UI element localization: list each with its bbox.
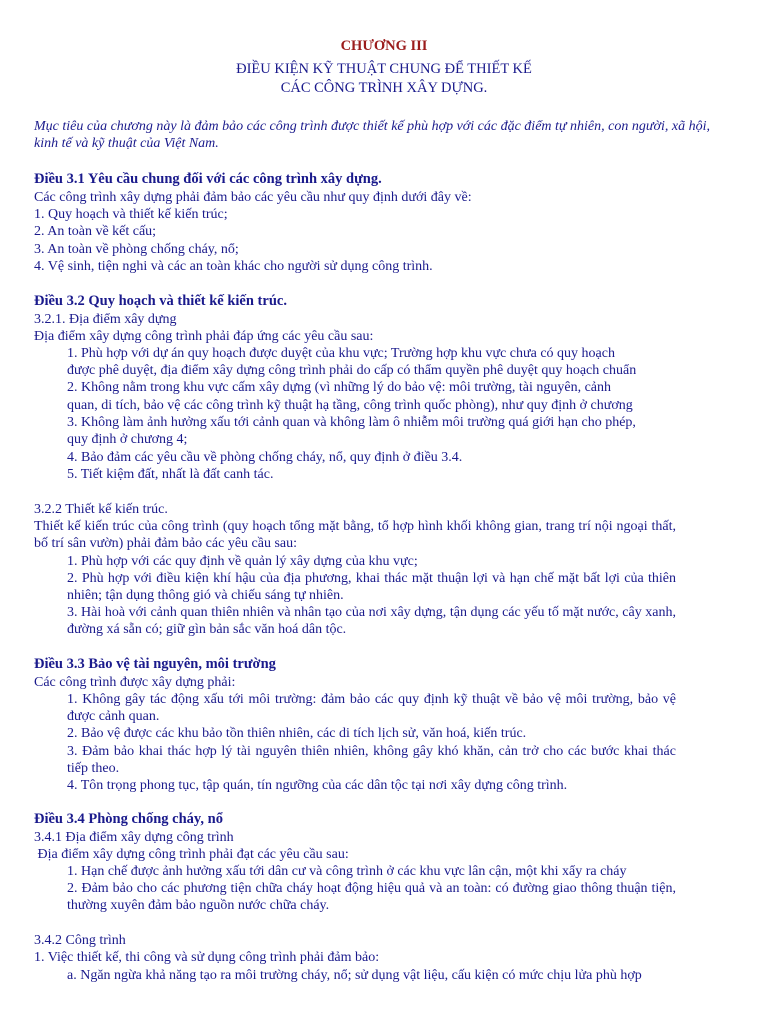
chapter-title-line-1: ĐIỀU KIỆN KỸ THUẬT CHUNG ĐỂ THIẾT KẾ	[236, 61, 532, 77]
list-item: 4. Tôn trọng phong tục, tập quán, tín ngưỡng của các dân tộc tại nơi xây dựng công trình.	[67, 778, 568, 793]
subsection-3-2-2-lead: Thiết kế kiến trúc của công trình (quy hoạch tổng mặt bằng, tổ hợp hình khối không gian, trang trí nội ngoại thất, bố trí sân vườn) phải đảm bảo các yêu cầu sau:	[34, 519, 676, 552]
list-item: 2. Bảo vệ được các khu bảo tồn thiên nhiên, các di tích lịch sử, văn hoá, kiến trúc.	[67, 726, 527, 741]
subsection-3-4-1: 3.4.1 Địa điểm xây dựng công trình	[34, 830, 234, 845]
list-item: 1. Hạn chế được ảnh hưởng xấu tới dân cư và công trình ở các khu vực lân cận, một khi xẩy ra cháy	[67, 864, 627, 879]
list-item: 3. Không làm ảnh hưởng xấu tới cảnh quan và không làm ô nhiễm môi trường quá giới hạn cho phép,	[67, 415, 636, 430]
subsection-3-4-1-lead: Địa điểm xây dựng công trình phải đạt các yêu cầu sau:	[34, 847, 349, 862]
list-item: 1. Phù hợp với dự án quy hoạch được duyệt của khu vực; Trường hợp khu vực chưa có quy hoạch	[67, 346, 615, 361]
list-item: quy định ở chương 4;	[67, 432, 188, 447]
chapter-number: CHƯƠNG III	[340, 38, 428, 54]
article-3-1-lead: Các công trình xây dựng phải đảm bảo các yêu cầu như quy định dưới đây về:	[34, 190, 472, 205]
list-item: 1. Quy hoạch và thiết kế kiến trúc;	[34, 207, 228, 222]
list-item: 3. Hài hoà với cảnh quan thiên nhiên và nhân tạo của nơi xây dựng, tận dụng các yếu tố mặt nước, cây xanh, đường xá sẵn có; giữ gìn bản sắc văn hoá dân tộc.	[67, 605, 676, 638]
list-item: 1. Việc thiết kế, thi công và sử dụng công trình phải đảm bảo:	[34, 950, 380, 965]
article-3-2-heading: Điều 3.2 Quy hoạch và thiết kế kiến trúc.	[34, 293, 287, 309]
chapter-intro: Mục tiêu của chương này là đảm bảo các công trình được thiết kế phù hợp với các đặc điểm tự nhiên, con người, xã hội, kinh tế và kỹ thuật của Việt Nam.	[34, 119, 710, 152]
subsection-3-2-1: 3.2.1. Địa điểm xây dựng	[34, 312, 177, 327]
article-3-4-heading: Điều 3.4 Phòng chống cháy, nổ	[34, 811, 223, 827]
article-3-3-heading: Điều 3.3 Bảo vệ tài nguyên, môi trường	[34, 656, 276, 672]
subsection-3-2-1-lead: Địa điểm xây dựng công trình phải đáp ứng các yêu cầu sau:	[34, 329, 374, 344]
list-item: a. Ngăn ngừa khả năng tạo ra môi trường cháy, nổ; sử dụng vật liệu, cấu kiện có mức chịu lửa phù hợp	[67, 968, 642, 983]
list-item: quan, di tích, bảo vệ các công trình kỹ thuật hạ tầng, công trình quốc phòng), như quy định ở chương	[67, 398, 633, 413]
list-item: 1. Không gây tác động xấu tới môi trường: đảm bảo các quy định kỹ thuật về bảo vệ môi trường, bảo vệ được cảnh quan.	[67, 692, 676, 725]
list-item: 4. Vệ sinh, tiện nghi và các an toàn khác cho người sử dụng công trình.	[34, 259, 433, 274]
subsection-3-2-2: 3.2.2 Thiết kế kiến trúc.	[34, 502, 168, 517]
list-item: 2. Không nằm trong khu vực cấm xây dựng (vì những lý do bảo vệ: môi trường, tài nguyên, cảnh	[67, 380, 611, 395]
list-item: 3. Đảm bảo khai thác hợp lý tài nguyên thiên nhiên, không gây khó khăn, cản trở cho các bước khai thác tiếp theo.	[67, 744, 676, 777]
list-item: 4. Bảo đảm các yêu cầu về phòng chống cháy, nổ, quy định ở điều 3.4.	[67, 450, 463, 465]
subsection-3-4-2: 3.4.2 Công trình	[34, 933, 126, 948]
article-3-1-heading: Điều 3.1 Yêu cầu chung đối với các công trình xây dựng.	[34, 171, 382, 187]
list-item: được phê duyệt, địa điểm xây dựng công trình phải do cấp có thẩm quyền phê duyệt quy hoạch chuẩn	[67, 363, 637, 378]
list-item: 5. Tiết kiệm đất, nhất là đất canh tác.	[67, 467, 274, 482]
list-item: 2. Đảm bảo cho các phương tiện chữa cháy hoạt động hiệu quả và an toàn: có đường giao thông thuận tiện, thường xuyên đảm bảo nguồn nước chữa cháy.	[67, 881, 676, 914]
list-item: 2. An toàn về kết cấu;	[34, 224, 157, 239]
chapter-title-line-2: CÁC CÔNG TRÌNH XÂY DỰNG.	[280, 80, 488, 96]
list-item: 2. Phù hợp với điều kiện khí hậu của địa phương, khai thác mặt thuận lợi và hạn chế mặt bất lợi của thiên nhiên; tận dụng thông gió và chiếu sáng tự nhiên.	[67, 571, 676, 604]
list-item: 1. Phù hợp với các quy định về quản lý xây dựng của khu vực;	[67, 554, 418, 569]
list-item: 3. An toàn về phòng chống cháy, nổ;	[34, 242, 239, 257]
article-3-3-lead: Các công trình được xây dựng phải:	[34, 675, 236, 690]
